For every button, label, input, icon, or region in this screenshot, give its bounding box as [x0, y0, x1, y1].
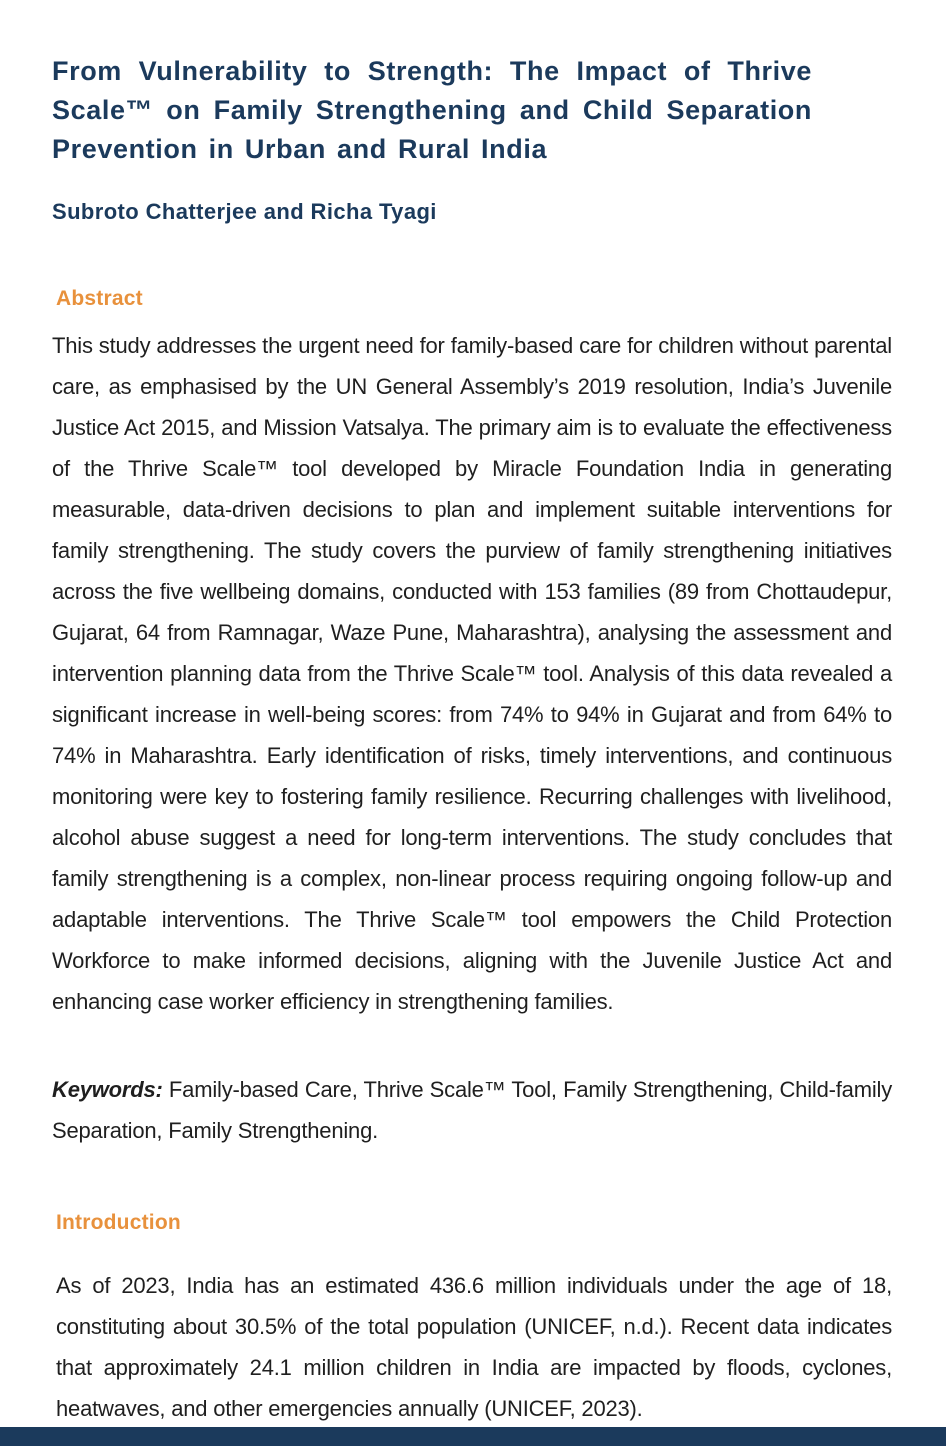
abstract-paragraph: This study addresses the urgent need for family-based care for children without parental care, as emphasised by the UN General Assembly’s 2019 resolution, India’s Juvenile Justice Act 2015, and Mission Vatsalya. The primary aim is to evaluate the effectiveness of the Thrive Scale™ tool developed by Miracle Foundation India in generating measurable, data-driven decisions to plan and implement suitable interventions for family strengthening. The study covers the purview of family strengthening initiatives across the five wellbeing domains, conducted with 153 families (89 from Chottaudepur, Gujarat, 64 from Ramnagar, Waze Pune, Maharashtra), analysing the assessment and intervention planning data from the Thrive Scale™ tool. Analysis of this data revealed a significant increase in well-being scores: from 74% to 94% in Gujarat and from 64% to 74% in Maharashtra. Early identification of risks, timely interventions, and continuous monitoring were key to fostering family resilience. Recurring challenges with livelihood, alcohol abuse suggest a need for long-term interventions. The study concludes that family strengthening is a complex, non-linear process requiring ongoing follow-up and adaptable interventions. The Thrive Scale™ tool empowers the Child Protection Workforce to make informed decisions, aligning with the Juvenile Justice Act and enhancing case worker efficiency in strengthening families. — [52, 333, 892, 1014]
footer-bar — [0, 1427, 946, 1446]
keywords-line — [52, 1069, 892, 1151]
introduction-heading: Introduction — [56, 1211, 181, 1234]
page-title: From Vulnerability to Strength: The Impact of Thrive Scale™ on Family Strengthening and Child Separation Prevention in Urban and Rural India — [52, 56, 812, 164]
abstract-heading: Abstract — [56, 287, 143, 310]
introduction-paragraph: As of 2023, India has an estimated 436.6 million individuals under the age of 18, constituting about 30.5% of the total population (UNICEF, n.d.). Recent data indicates that approximately 24.1 million children in India are impacted by floods, cyclones, heatwaves, and other emergencies annually (UNICEF, 2023). — [56, 1273, 892, 1421]
authors-line: Subroto Chatterjee and Richa Tyagi — [52, 199, 437, 224]
keywords-label: Keywords: — [52, 1077, 163, 1102]
keywords-text: Family-based Care, Thrive Scale™ Tool, Family Strengthening, Child-family Separation, Family Strengthening. — [52, 1077, 892, 1143]
